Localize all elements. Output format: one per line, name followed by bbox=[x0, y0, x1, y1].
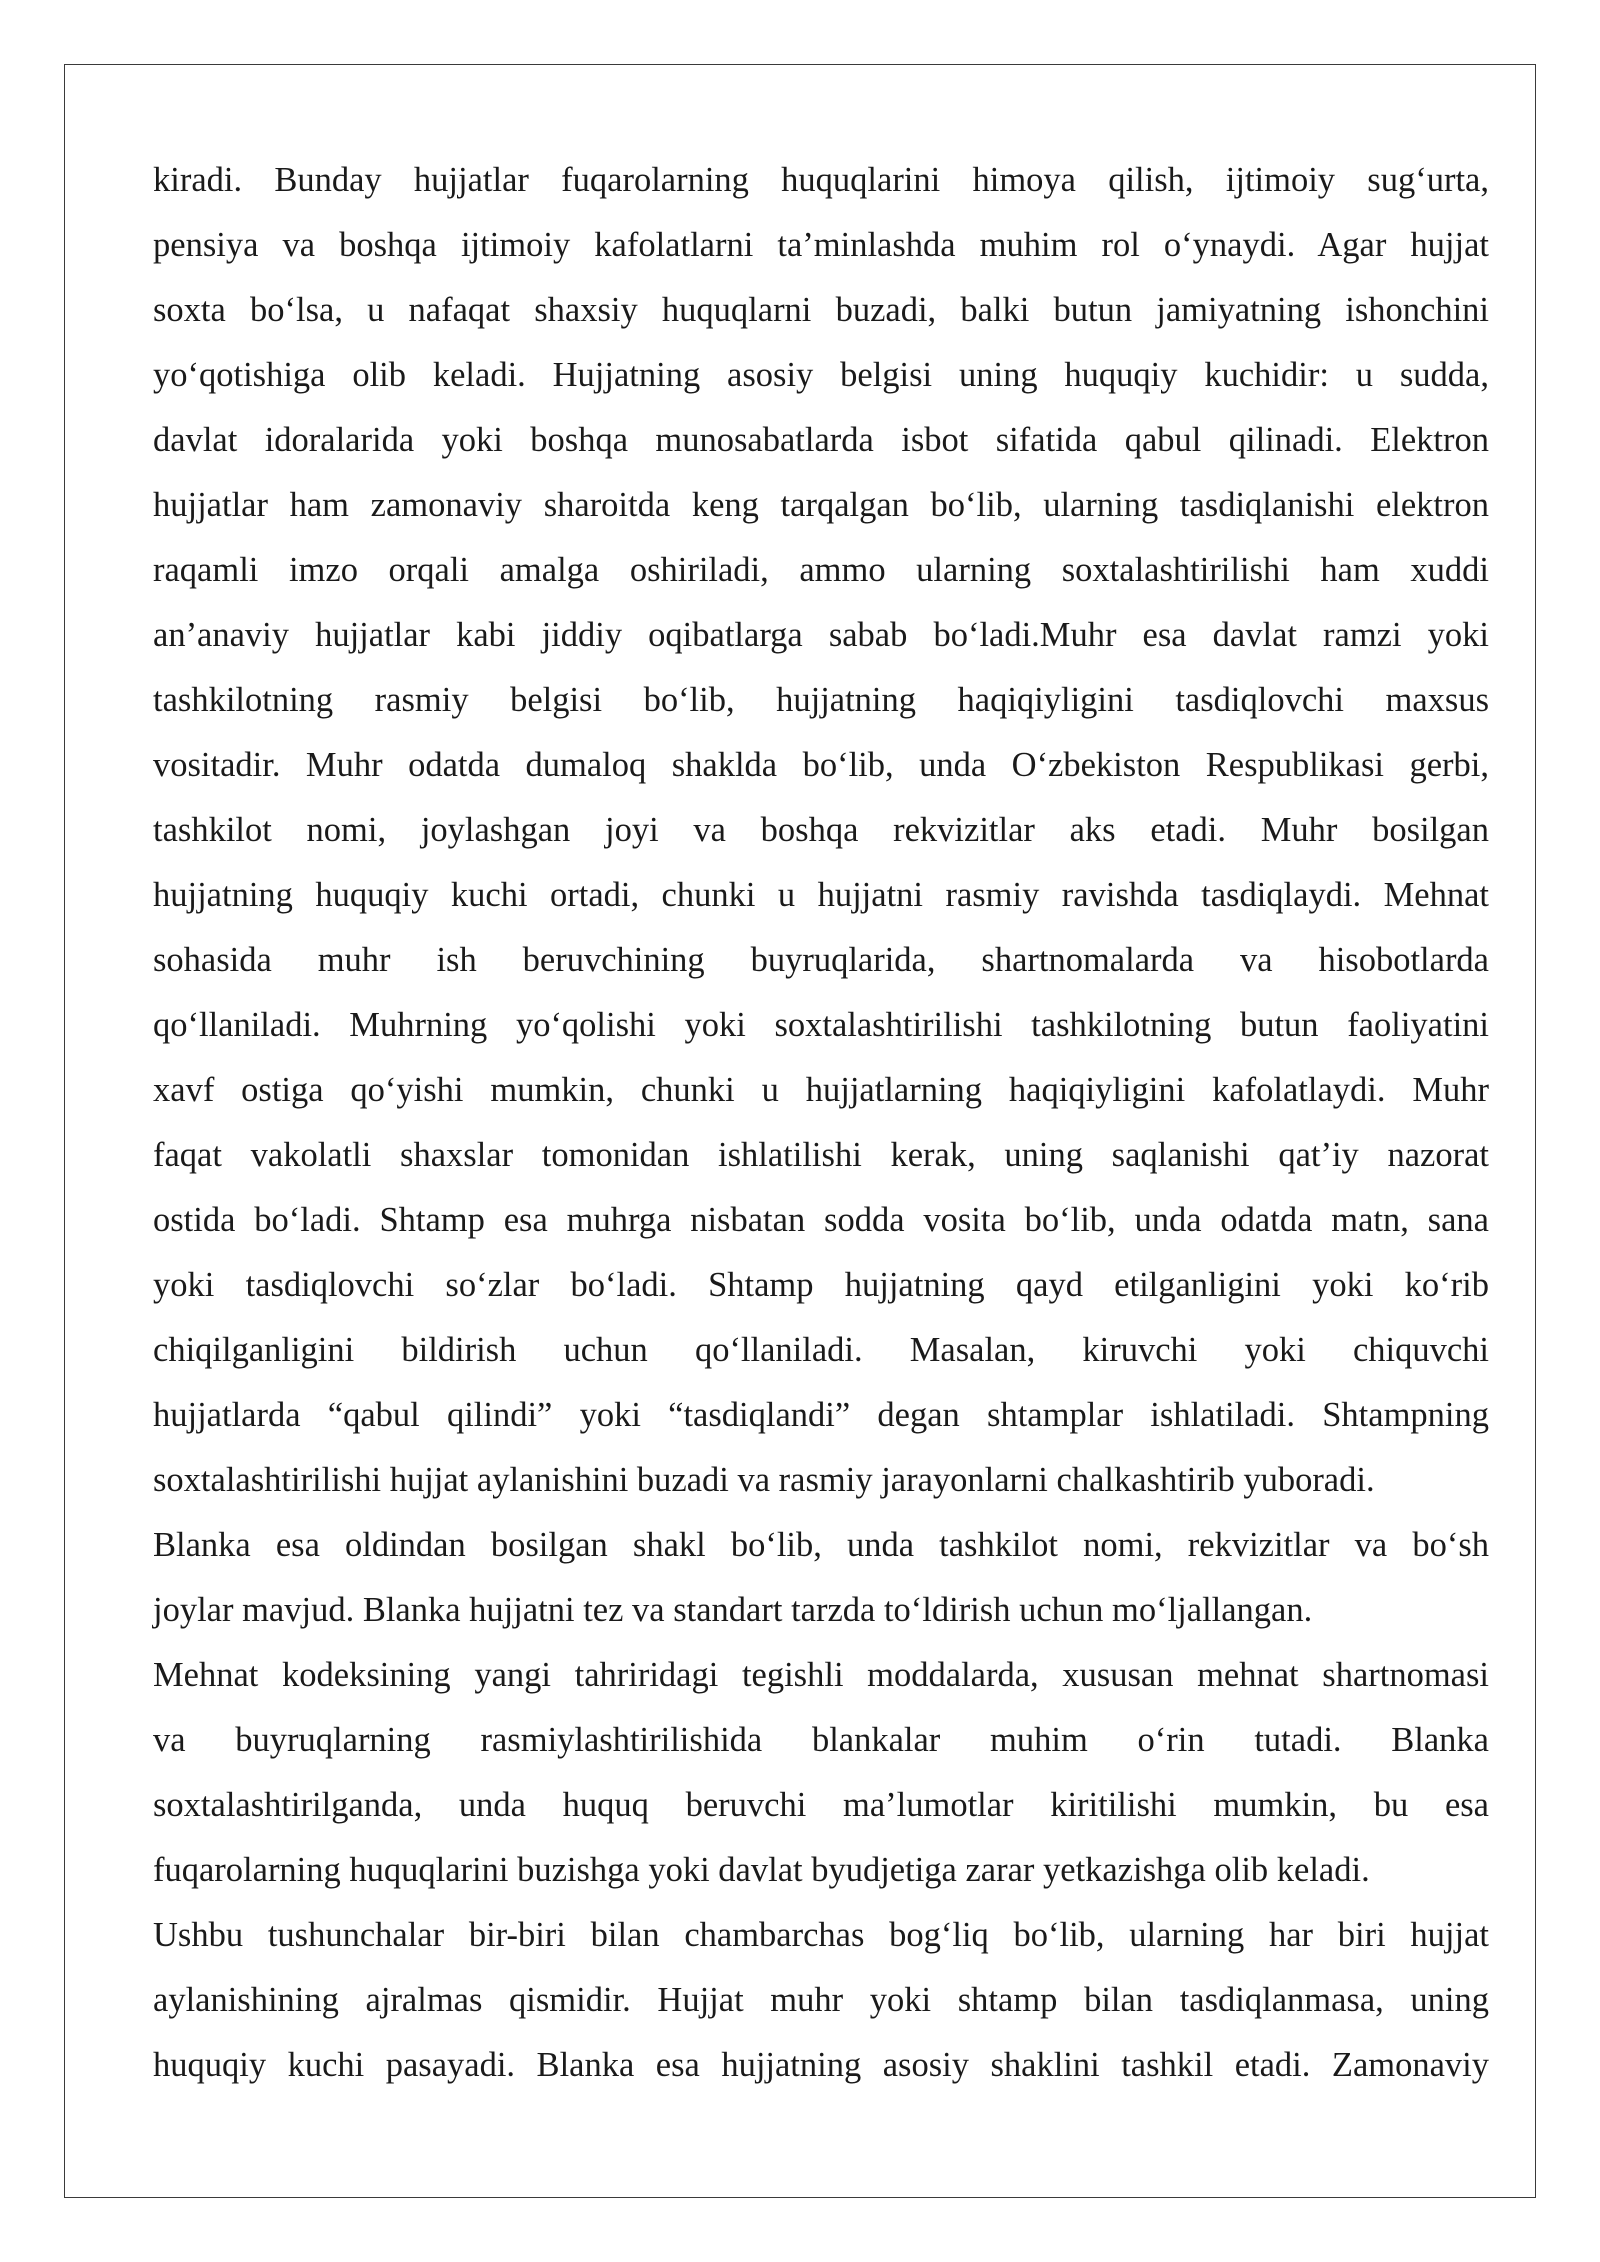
text-line: faqat vakolatli shaxslar tomonidan ishlatilishi kerak, uning saqlanishi qat’iy nazorat bbox=[153, 1136, 1489, 1174]
text-line: hujjatlarda “qabul qilindi” yoki “tasdiqlandi” degan shtamplar ishlatiladi. Shtampning bbox=[153, 1396, 1489, 1434]
text-line: sohasida muhr ish beruvchining buyruqlarida, shartnomalarda va hisobotlarda bbox=[153, 941, 1489, 979]
body-text bbox=[153, 148, 1489, 2098]
text-line: tashkilot nomi, joylashgan joyi va boshqa rekvizitlar aks etadi. Muhr bosilgan bbox=[153, 811, 1489, 849]
text-line: Mehnat kodeksining yangi tahriridagi tegishli moddalarda, xususan mehnat shartnomasi bbox=[153, 1656, 1489, 1694]
page-border bbox=[64, 64, 1536, 2198]
text-line: huquqiy kuchi pasayadi. Blanka esa hujjatning asosiy shaklini tashkil etadi. Zamonaviy bbox=[153, 2046, 1489, 2084]
text-line: hujjatlar ham zamonaviy sharoitda keng tarqalgan bo‘lib, ularning tasdiqlanishi elektron bbox=[153, 486, 1489, 524]
text-line: fuqarolarning huquqlarini buzishga yoki davlat byudjetiga zarar yetkazishga olib keladi. bbox=[153, 1851, 1370, 1889]
text-line: ostida bo‘ladi. Shtamp esa muhrga nisbatan sodda vosita bo‘lib, unda odatda matn, sana bbox=[153, 1201, 1489, 1239]
text-line: davlat idoralarida yoki boshqa munosabatlarda isbot sifatida qabul qilinadi. Elektron bbox=[153, 421, 1489, 459]
text-line: joylar mavjud. Blanka hujjatni tez va standart tarzda to‘ldirish uchun mo‘ljallangan. bbox=[153, 1591, 1313, 1629]
text-line: hujjatning huquqiy kuchi ortadi, chunki u hujjatni rasmiy ravishda tasdiqlaydi. Mehnat bbox=[153, 876, 1489, 914]
text-line: raqamli imzo orqali amalga oshiriladi, ammo ularning soxtalashtirilishi ham xuddi bbox=[153, 551, 1489, 589]
text-line: an’anaviy hujjatlar kabi jiddiy oqibatlarga sabab bo‘ladi.Muhr esa davlat ramzi yoki bbox=[153, 616, 1489, 654]
text-line: tashkilotning rasmiy belgisi bo‘lib, hujjatning haqiqiyligini tasdiqlovchi maxsus bbox=[153, 681, 1489, 719]
text-line: vositadir. Muhr odatda dumaloq shaklda bo‘lib, unda O‘zbekiston Respublikasi gerbi, bbox=[153, 746, 1489, 784]
text-line: xavf ostiga qo‘yishi mumkin, chunki u hujjatlarning haqiqiyligini kafolatlaydi. Muhr bbox=[153, 1071, 1489, 1109]
text-line: soxtalashtirilganda, unda huquq beruvchi ma’lumotlar kiritilishi mumkin, bu esa bbox=[153, 1786, 1489, 1824]
text-line: pensiya va boshqa ijtimoiy kafolatlarni ta’minlashda muhim rol o‘ynaydi. Agar hujjat bbox=[153, 226, 1489, 264]
text-line: soxtalashtirilishi hujjat aylanishini buzadi va rasmiy jarayonlarni chalkashtirib yuboradi. bbox=[153, 1461, 1375, 1499]
text-line: Blanka esa oldindan bosilgan shakl bo‘lib, unda tashkilot nomi, rekvizitlar va bo‘sh bbox=[153, 1526, 1489, 1564]
text-line: chiqilganligini bildirish uchun qo‘llaniladi. Masalan, kiruvchi yoki chiquvchi bbox=[153, 1331, 1489, 1369]
text-line: kiradi. Bunday hujjatlar fuqarolarning huquqlarini himoya qilish, ijtimoiy sug‘urta, bbox=[153, 161, 1489, 199]
text-line: qo‘llaniladi. Muhrning yo‘qolishi yoki soxtalashtirilishi tashkilotning butun faoliyatini bbox=[153, 1006, 1489, 1044]
text-line: Ushbu tushunchalar bir-biri bilan chambarchas bog‘liq bo‘lib, ularning har biri hujjat bbox=[153, 1916, 1489, 1954]
text-line: yoki tasdiqlovchi so‘zlar bo‘ladi. Shtamp hujjatning qayd etilganligini yoki ko‘rib bbox=[153, 1266, 1489, 1304]
text-line: soxta bo‘lsa, u nafaqat shaxsiy huquqlarni buzadi, balki butun jamiyatning ishonchini bbox=[153, 291, 1489, 329]
text-line: aylanishining ajralmas qismidir. Hujjat muhr yoki shtamp bilan tasdiqlanmasa, uning bbox=[153, 1981, 1489, 2019]
text-line: va buyruqlarning rasmiylashtirilishida blankalar muhim o‘rin tutadi. Blanka bbox=[153, 1721, 1489, 1759]
text-line: yo‘qotishiga olib keladi. Hujjatning asosiy belgisi uning huquqiy kuchidir: u sudda, bbox=[153, 356, 1489, 394]
